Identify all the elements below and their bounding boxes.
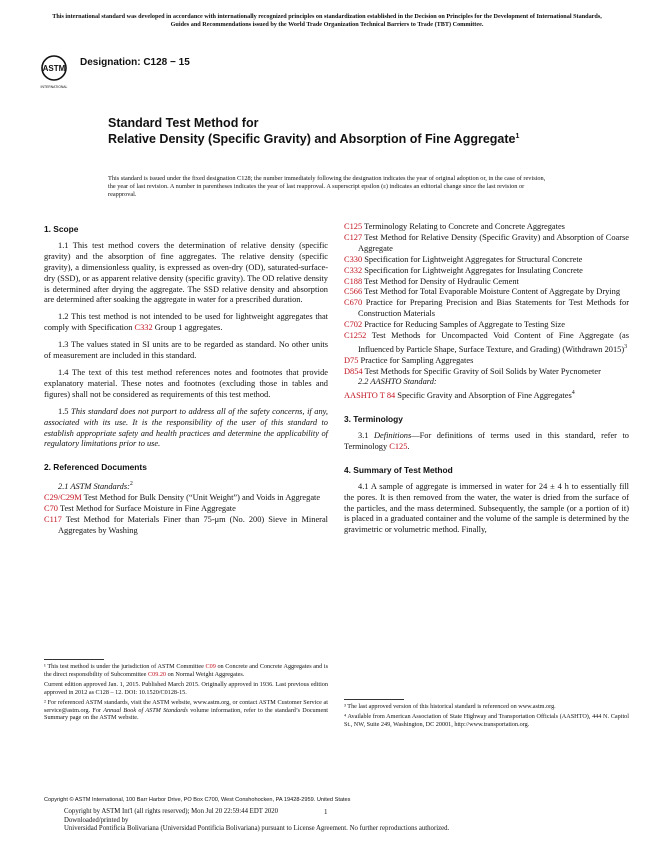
left-column <box>44 224 328 537</box>
ref-item: C1252 Test Methods for Uncompacted Void Content of Fine Aggregate (as Influenced by Particle Shape, Surface Texture, and Grading) (Withdrawn 2015)$^3$ <box>344 331 629 354</box>
wto-notice: This international standard was developed in accordance with internationally recognized principles on standardization established in the Decision on Principles for the Development of International Standards, Guides and Recommendations issued by the World Trade Organization Technical Barriers to Trade (TBT) Committee. <box>52 13 602 28</box>
ref-item: AASHTO T 84 Specific Gravity and Absorption of Fine Aggregates$^4$ <box>344 390 575 401</box>
terminology-3-1: 3.1 Definitions—For definitions of terms used in this standard, refer to Terminology C125. <box>344 431 629 451</box>
logo-subtext: INTERNATIONAL <box>40 85 68 89</box>
footnote-2: ² For referenced ASTM standards, visit the ASTM website, www.astm.org, or contact ASTM Customer Service at service@astm.org. For Annual Book of ASTM Standards volume information, refer to the standard’s Document Summary page on the ASTM website. <box>44 698 329 722</box>
footnote-4: ⁴ Available from American Association of State Highway and Transportation Officials (AASHTO), 444 N. Capitol St., NW, Suite 249, Washington, DC 20001, http://www.transportation.org. <box>344 712 629 728</box>
ref-item: C117 Test Method for Materials Finer than 75-μm (No. 200) Sieve in Mineral Aggregates by Washing <box>44 514 328 535</box>
footnote-1: ¹ This test method is under the jurisdiction of ASTM Committee C09 on Concrete and Concrete Aggregates and is the direct responsibility of Subcommittee C09.20 on Normal Weight Aggregates. <box>44 663 328 678</box>
referenced-docs-heading: 2. Referenced Documents <box>44 462 147 473</box>
title-line-2: Relative Density (Specific Gravity) and Absorption of Fine Aggregate <box>108 132 516 147</box>
ref-link[interactable]: C188 <box>344 276 363 286</box>
right-column <box>344 222 629 536</box>
logo-text: ASTM <box>42 64 66 73</box>
footnotes-left <box>44 663 328 724</box>
ref-link[interactable]: C702 <box>344 320 363 330</box>
ref-item: D854 Test Methods for Specific Gravity of Soil Solids by Water Pycnometer <box>344 366 601 376</box>
ref-item: C702 Practice for Reducing Samples of Aggregate to Testing Size <box>344 320 565 330</box>
astm-logo-icon <box>40 54 68 92</box>
aashto-label: 2.2 AASHTO Standard: <box>358 377 437 387</box>
ref-link[interactable]: C70 <box>44 503 58 513</box>
ref-link[interactable]: D75 <box>344 355 359 365</box>
scope-heading: 1. Scope <box>44 224 79 234</box>
scope-1-5: 1.5 This standard does not purport to address all of the safety concerns, if any, associated with its use. It is the responsibility of the user of this standard to establish appropriate safety and health practices and determine the applicability of regulatory limitations prior to use. <box>44 406 329 449</box>
ref-item: C125 Terminology Relating to Concrete and Concrete Aggregates <box>344 222 565 231</box>
ref-item: C188 Test Method for Density of Hydraulic Cement <box>344 276 519 286</box>
issuance-note: This standard is issued under the fixed designation C128; the number immediately following the designation indicates the year of original adoption or, in the case of revision, the year of last revision. A number in parentheses indicates the year of last reapproval. A superscript epsilon (ε) indicates an editorial change since the last revision or reapproval. <box>108 175 546 198</box>
ref-item: C670 Practice for Preparing Precision and Bias Statements for Test Methods for Construction Materials <box>344 298 629 319</box>
ref-link[interactable]: C29/C29M <box>44 492 82 502</box>
ref-item: C566 Test Method for Total Evaporable Moisture Content of Aggregate by Drying <box>344 287 621 297</box>
document-title <box>108 116 568 146</box>
scope-1-3: 1.3 The values stated in SI units are to be regarded as standard. No other units of measurement are included in this standard. <box>44 340 328 361</box>
ref-link[interactable]: C670 <box>344 298 363 308</box>
ref-item: C29/C29M Test Method for Bulk Density (“Unit Weight”) and Voids in Aggregate <box>44 492 321 502</box>
ref-item: C332 Specification for Lightweight Aggregates for Insulating Concrete <box>344 265 583 275</box>
ref-link[interactable]: C330 <box>344 254 363 264</box>
terminology-heading: 3. Terminology <box>344 414 403 425</box>
ref-item: C70 Test Method for Surface Moisture in Fine Aggregate <box>44 503 236 513</box>
footnote-1-edition: Current edition approved Jan. 1, 2015. Published March 2015. Originally approved in 1936. Last previous edition approved in 2012 as C128 – 12. DOI: 10.1520/C0128-15. <box>44 680 328 696</box>
download-stamp: Copyright by ASTM Int'l (all rights reserved); Mon Jul 20 22:59:44 EDT 2020 Downloaded/printed by Universidad Pontificia Bolivariana (Universidad Pontificia Bolivariana) pursuant to License Agreement. No further reproductions authorized. <box>64 808 450 832</box>
ref-link[interactable]: C1252 <box>344 331 367 341</box>
ref-link[interactable]: C125 <box>344 222 363 231</box>
summary-heading: 4. Summary of Test Method <box>344 464 453 475</box>
page-number: 1 <box>324 808 328 816</box>
footnotes-right <box>344 703 629 731</box>
title-footnote-mark: 1 <box>515 133 520 140</box>
scope-1-4: 1.4 The text of this test method references notes and footnotes that provide explanatory material. These notes and footnotes (excluding those in tables and figures) shall not be considered as requirements of this test method. <box>44 367 328 399</box>
link-c332[interactable]: C332 <box>134 323 153 333</box>
ref-item: C330 Specification for Lightweight Aggregates for Structural Concrete <box>344 254 583 264</box>
scope-1-2: 1.2 This test method is not intended to be used for lightweight aggregates that comply with Specification C332 Group 1 aggregates. <box>44 312 328 333</box>
link-c09-20[interactable]: C09.20 <box>147 670 167 678</box>
designation: Designation: C128 − 15 <box>80 57 190 68</box>
copyright-line: Copyright © ASTM International, 100 Barr Harbor Drive, PO Box C700, West Conshohocken, PA 19428-2959. United States <box>44 797 351 803</box>
ref-item: C127 Test Method for Relative Density (Specific Gravity) and Absorption of Coarse Aggregate <box>344 232 629 253</box>
title-line-1: Standard Test Method for <box>108 116 259 130</box>
ref-link[interactable]: C566 <box>344 287 363 297</box>
summary-4-1: 4.1 A sample of aggregate is immersed in water for 24 ± 4 h to essentially fill the pores. It is then removed from the water, the water is dried from the surface of the particles, and the mass determined. Subsequently, the sample (or a portion of it) is placed in a graduated container and the volume of the sample is determined by the gravimetric or volumetric method. Finally, <box>344 481 629 535</box>
link-c125[interactable]: C125 <box>389 441 408 451</box>
ref-link[interactable]: C117 <box>44 514 62 524</box>
scope-1-1: 1.1 This test method covers the determination of relative density (specific gravity) and the absorption of fine aggregates. The relative density (specific gravity), a dimensionless quality, is expressed as oven-dry (OD), saturated-surface-dry (SSD), or as apparent relative density (specific gravity). The OD relative density is determined after drying the aggregate. The SSD relative density and absorption are determined after soaking the aggregate in water for a prescribed duration. <box>44 240 328 305</box>
footnote-3: ³ The last approved version of this historical standard is referenced on www.astm.org. <box>344 703 556 710</box>
ref-item: D75 Practice for Sampling Aggregates <box>344 355 474 365</box>
ref-link[interactable]: C332 <box>344 265 363 275</box>
astm-standards-label: 2.1 ASTM Standards:$^2$ <box>58 481 133 492</box>
link-c09[interactable]: C09 <box>205 663 216 670</box>
ref-link[interactable]: C127 <box>344 232 363 242</box>
ref-link[interactable]: D854 <box>344 366 363 376</box>
ref-link-aashto[interactable]: AASHTO T 84 <box>344 391 396 401</box>
